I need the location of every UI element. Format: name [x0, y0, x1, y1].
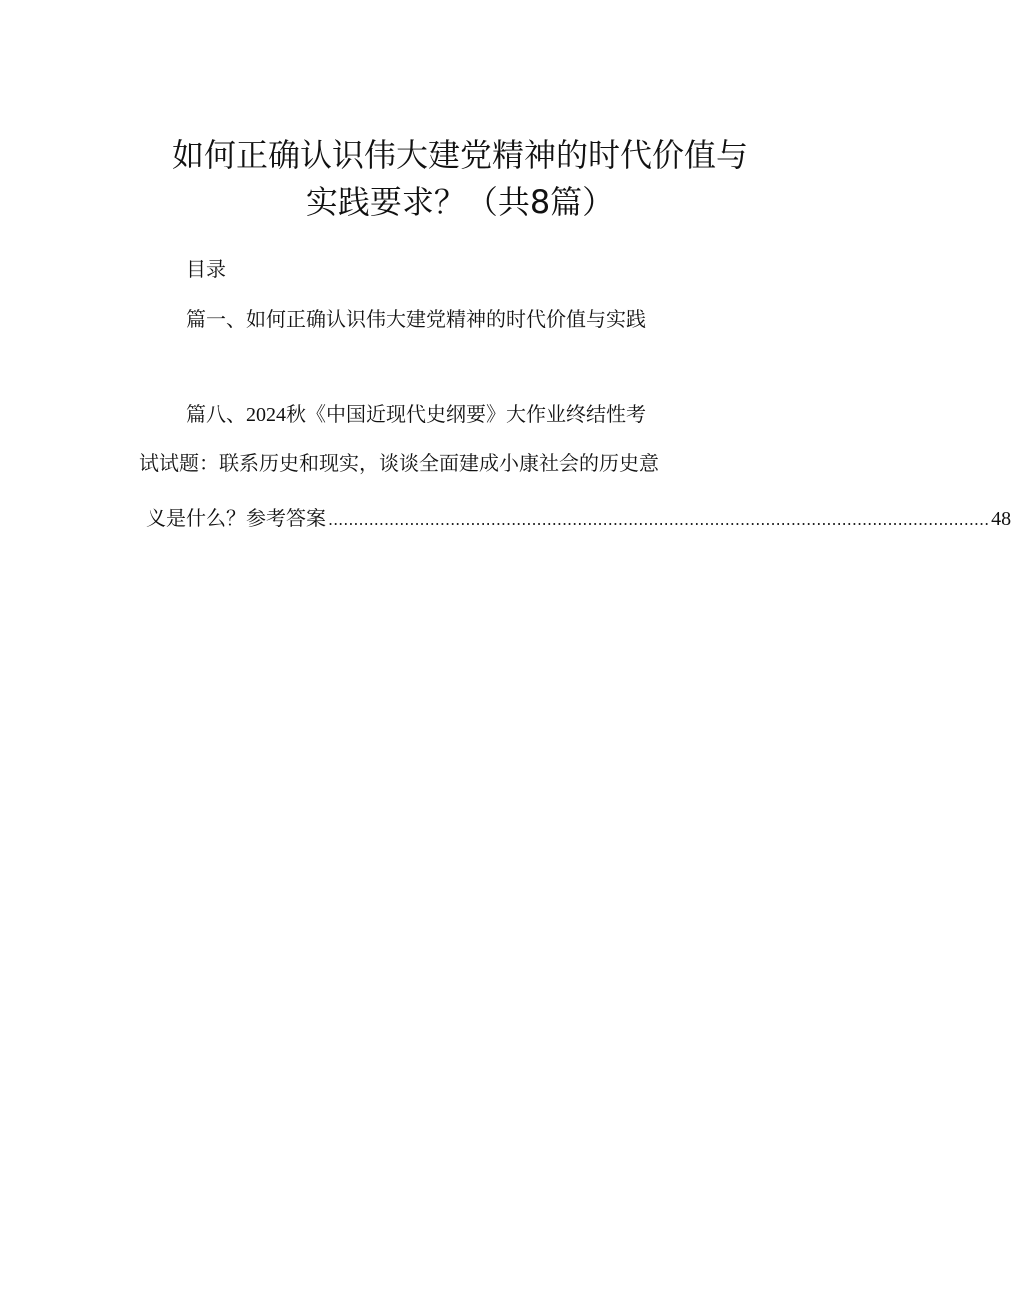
document-title-line-2: 实践要求？（共8篇）: [305, 183, 615, 221]
toc-entry-8-line-3[interactable]: [146, 506, 1011, 530]
toc-heading: 目录: [186, 257, 226, 281]
toc-entry-1[interactable]: 篇一、如何正确认识伟大建党精神的时代价值与实践: [186, 307, 646, 331]
toc-entry-8-year: 2024: [246, 404, 286, 426]
toc-entry-8-line-2[interactable]: 试试题：联系历史和现实，谈谈全面建成小康社会的历史意: [139, 451, 659, 475]
toc-entry-8-line-1[interactable]: [186, 404, 646, 425]
toc-dot-leader: ..................................................................................................................................: [328, 510, 990, 529]
toc-entry-8-prefix: 篇八、: [186, 402, 246, 426]
toc-entry-8-line-3-text: 义是什么？参考答案: [146, 506, 326, 530]
toc-page-number: 48: [991, 508, 1011, 530]
toc-entry-8-rest: 秋《中国近现代史纲要》大作业终结性考: [286, 402, 646, 426]
document-title-line-1: 如何正确认识伟大建党精神的时代价值与: [171, 136, 748, 174]
